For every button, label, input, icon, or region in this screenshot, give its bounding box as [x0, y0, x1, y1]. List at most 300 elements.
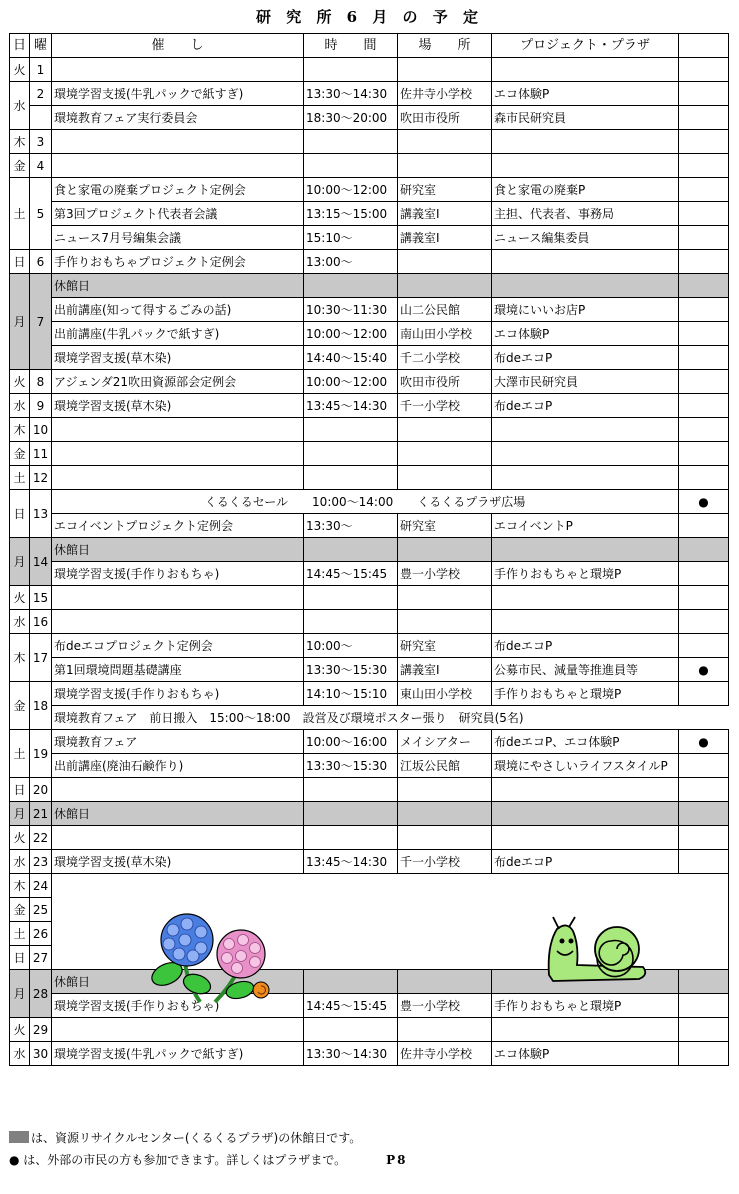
place-cell: 佐井寺小学校	[398, 82, 492, 106]
place-cell: 講義室Ⅰ	[398, 658, 492, 682]
project-cell	[492, 778, 679, 802]
event-cell: ニュース7月号編集会議	[52, 226, 304, 250]
date-cell: 20	[30, 778, 52, 802]
table-row	[10, 1042, 729, 1066]
date-cell: 3	[30, 130, 52, 154]
place-cell: メイシアター	[398, 730, 492, 754]
time-cell: 18:30～20:00	[304, 106, 398, 130]
event-cell: 環境学習支援(牛乳パックで紙すぎ)	[52, 1042, 304, 1066]
participation-dot: ●	[679, 730, 729, 754]
date-cell: 21	[30, 802, 52, 826]
weekday-cell: 水	[10, 82, 30, 130]
mark-cell	[679, 1018, 729, 1042]
event-cell: 手作りおもちゃプロジェクト定例会	[52, 250, 304, 274]
place-cell	[398, 466, 492, 490]
place-cell: 研究室	[398, 634, 492, 658]
date-cell: 6	[30, 250, 52, 274]
time-cell	[304, 154, 398, 178]
place-cell: 講義室Ⅰ	[398, 202, 492, 226]
event-cell: 環境学習支援(手作りおもちゃ)	[52, 562, 304, 586]
place-cell: 佐井寺小学校	[398, 1042, 492, 1066]
table-row	[10, 634, 729, 658]
date-cell: 23	[30, 850, 52, 874]
participation-dot: ●	[679, 658, 729, 682]
project-cell: 手作りおもちゃと環境P	[492, 682, 679, 706]
table-row	[10, 826, 729, 850]
page-number: P8	[386, 1153, 408, 1167]
time-cell	[304, 58, 398, 82]
event-cell: 第1回環境問題基礎講座	[52, 658, 304, 682]
table-row	[10, 850, 729, 874]
date-cell: 16	[30, 610, 52, 634]
mark-cell	[679, 298, 729, 322]
mark-cell	[679, 58, 729, 82]
event-cell	[52, 58, 304, 82]
event-cell	[52, 418, 304, 442]
legend-closed	[9, 1129, 361, 1146]
weekday-cell: 木	[10, 418, 30, 442]
date-cell: 2	[30, 82, 52, 106]
time-cell: 10:30～11:30	[304, 298, 398, 322]
place-cell: 吹田市役所	[398, 106, 492, 130]
time-cell: 14:45～15:45	[304, 994, 398, 1018]
event-cell	[52, 826, 304, 850]
table-row	[10, 178, 729, 202]
project-cell: 布deエコP、エコ体験P	[492, 730, 679, 754]
date-cell: 24	[30, 874, 52, 898]
time-cell: 10:00～12:00	[304, 322, 398, 346]
mark-cell	[679, 82, 729, 106]
date-cell: 11	[30, 442, 52, 466]
mark-cell	[679, 610, 729, 634]
weekday-cell: 金	[10, 898, 30, 922]
mark-cell	[679, 154, 729, 178]
legend-closed-text: は、資源リサイクルセンター(くるくるプラザ)の休館日です。	[31, 1131, 362, 1145]
weekday-cell: 月	[10, 274, 30, 370]
table-row	[10, 658, 729, 682]
project-cell: エコ体験P	[492, 1042, 679, 1066]
mark-cell	[679, 1042, 729, 1066]
place-cell: 千一小学校	[398, 394, 492, 418]
mark-cell	[679, 538, 729, 562]
mark-cell	[679, 682, 729, 706]
weekday-cell: 月	[10, 970, 30, 1018]
weekday-cell: 水	[10, 610, 30, 634]
event-cell: 環境学習支援(草木染)	[52, 850, 304, 874]
time-cell: 13:30～14:30	[304, 1042, 398, 1066]
date-cell: 29	[30, 1018, 52, 1042]
mark-cell	[679, 346, 729, 370]
time-cell	[304, 274, 398, 298]
project-cell: 森市民研究員	[492, 106, 679, 130]
table-row	[10, 58, 729, 82]
project-cell: 布deエコP	[492, 346, 679, 370]
weekday-cell: 日	[10, 778, 30, 802]
table-row	[10, 82, 729, 106]
weekday-cell: 水	[10, 850, 30, 874]
time-cell: 13:30～	[304, 514, 398, 538]
mark-cell	[679, 802, 729, 826]
mark-cell	[679, 274, 729, 298]
project-cell	[492, 466, 679, 490]
project-cell: ニュース編集委員	[492, 226, 679, 250]
project-cell: エコ体験P	[492, 82, 679, 106]
weekday-cell: 日	[10, 490, 30, 538]
weekday-cell: 火	[10, 58, 30, 82]
project-cell	[492, 418, 679, 442]
event-cell	[52, 1018, 304, 1042]
date-cell	[30, 106, 52, 130]
hydrangea-icon	[145, 912, 275, 1006]
weekday-cell: 水	[10, 394, 30, 418]
weekday-cell: 日	[10, 250, 30, 274]
event-cell	[52, 778, 304, 802]
date-cell: 1	[30, 58, 52, 82]
header-place: 場 所	[398, 34, 492, 58]
project-cell: 食と家電の廃棄P	[492, 178, 679, 202]
event-cell: 食と家電の廃棄プロジェクト定例会	[52, 178, 304, 202]
project-cell	[492, 442, 679, 466]
event-cell: エコイベントプロジェクト定例会	[52, 514, 304, 538]
table-row	[10, 466, 729, 490]
table-row	[10, 130, 729, 154]
participation-dot: ●	[679, 490, 729, 514]
project-cell: 大澤市民研究員	[492, 370, 679, 394]
weekday-cell: 金	[10, 154, 30, 178]
mark-cell	[679, 442, 729, 466]
time-cell: 13:45～14:30	[304, 394, 398, 418]
table-row	[10, 706, 729, 730]
header-event: 催 し	[52, 34, 304, 58]
header-mark	[679, 34, 729, 58]
table-row	[10, 514, 729, 538]
table-row	[10, 586, 729, 610]
table-row	[10, 226, 729, 250]
legend-public-text: は、外部の市民の方も参加できます。詳しくはプラザまで。	[19, 1153, 347, 1167]
date-cell: 8	[30, 370, 52, 394]
time-cell: 10:00～12:00	[304, 370, 398, 394]
event-cell: 布deエコプロジェクト定例会	[52, 634, 304, 658]
project-cell	[492, 58, 679, 82]
place-cell: 東山田小学校	[398, 682, 492, 706]
table-row	[10, 394, 729, 418]
project-cell	[492, 130, 679, 154]
mark-cell	[679, 778, 729, 802]
time-cell	[304, 538, 398, 562]
event-cell: 環境教育フェア 前日搬入 15:00～18:00 設営及び環境ポスター張り 研究員(5名)	[52, 706, 729, 730]
snail-icon	[543, 915, 651, 985]
project-cell	[492, 610, 679, 634]
time-cell	[304, 610, 398, 634]
table-row	[10, 802, 729, 826]
place-cell: 千一小学校	[398, 850, 492, 874]
place-cell: 研究室	[398, 514, 492, 538]
table-row	[10, 346, 729, 370]
place-cell	[398, 154, 492, 178]
time-cell	[304, 778, 398, 802]
place-cell: 講義室Ⅰ	[398, 226, 492, 250]
date-cell: 10	[30, 418, 52, 442]
project-cell	[492, 802, 679, 826]
date-cell: 27	[30, 946, 52, 970]
gray-swatch	[9, 1131, 29, 1143]
time-cell	[304, 130, 398, 154]
mark-cell	[679, 202, 729, 226]
table-row	[10, 562, 729, 586]
mark-cell	[679, 394, 729, 418]
weekday-cell: 金	[10, 442, 30, 466]
time-cell: 13:30～14:30	[304, 82, 398, 106]
date-cell: 30	[30, 1042, 52, 1066]
dot-mark: ●	[9, 1153, 20, 1167]
place-cell	[398, 442, 492, 466]
date-cell: 15	[30, 586, 52, 610]
project-cell: 公募市民、減量等推進員等	[492, 658, 679, 682]
mark-cell	[679, 562, 729, 586]
mark-cell	[679, 226, 729, 250]
table-row	[10, 610, 729, 634]
time-cell	[304, 1018, 398, 1042]
mark-cell	[679, 322, 729, 346]
place-cell	[398, 418, 492, 442]
mark-cell	[679, 106, 729, 130]
time-cell	[304, 418, 398, 442]
mark-cell	[679, 634, 729, 658]
event-cell: 環境学習支援(手作りおもちゃ)	[52, 994, 304, 1018]
weekday-cell: 金	[10, 682, 30, 730]
table-row	[10, 154, 729, 178]
header-day: 日	[10, 34, 30, 58]
project-cell	[492, 826, 679, 850]
date-cell: 25	[30, 898, 52, 922]
place-cell	[398, 250, 492, 274]
event-cell: くるくるセール 10:00～14:00 くるくるプラザ広場	[52, 490, 679, 514]
legend-public	[9, 1151, 407, 1168]
weekday-cell: 木	[10, 130, 30, 154]
time-cell	[304, 586, 398, 610]
place-cell: 豊一小学校	[398, 994, 492, 1018]
event-cell	[52, 154, 304, 178]
project-cell: 主担、代表者、事務局	[492, 202, 679, 226]
place-cell: 豊一小学校	[398, 562, 492, 586]
table-row	[10, 202, 729, 226]
mark-cell	[679, 130, 729, 154]
date-cell: 9	[30, 394, 52, 418]
project-cell: エコ体験P	[492, 322, 679, 346]
place-cell	[398, 826, 492, 850]
table-row	[10, 298, 729, 322]
event-cell: 環境学習支援(草木染)	[52, 346, 304, 370]
event-cell: 休館日	[52, 274, 304, 298]
place-cell	[398, 274, 492, 298]
event-cell: 第3回プロジェクト代表者会議	[52, 202, 304, 226]
time-cell	[304, 442, 398, 466]
table-row	[10, 538, 729, 562]
event-cell: 休館日	[52, 970, 304, 994]
weekday-cell: 木	[10, 874, 30, 898]
date-cell: 17	[30, 634, 52, 682]
mark-cell	[679, 586, 729, 610]
weekday-cell: 火	[10, 826, 30, 850]
table-row	[10, 250, 729, 274]
place-cell: 南山田小学校	[398, 322, 492, 346]
time-cell: 10:00～16:00	[304, 730, 398, 754]
table-row	[10, 370, 729, 394]
place-cell	[398, 970, 492, 994]
mark-cell	[679, 418, 729, 442]
project-cell: エコイベントP	[492, 514, 679, 538]
place-cell: 山二公民館	[398, 298, 492, 322]
mark-cell	[679, 994, 729, 1018]
mark-cell	[679, 178, 729, 202]
time-cell: 15:10～	[304, 226, 398, 250]
weekday-cell: 木	[10, 634, 30, 682]
place-cell	[398, 778, 492, 802]
event-cell: 環境学習支援(手作りおもちゃ)	[52, 682, 304, 706]
project-cell: 布deエコP	[492, 634, 679, 658]
mark-cell	[679, 370, 729, 394]
weekday-cell: 火	[10, 1018, 30, 1042]
project-cell: 布deエコP	[492, 850, 679, 874]
project-cell	[492, 154, 679, 178]
table-row	[10, 754, 729, 778]
place-cell: 研究室	[398, 178, 492, 202]
table-row	[10, 106, 729, 130]
event-cell: 出前講座(知って得するごみの話)	[52, 298, 304, 322]
header-project: プロジェクト・プラザ	[492, 34, 679, 58]
weekday-cell: 土	[10, 178, 30, 250]
place-cell	[398, 130, 492, 154]
table-row	[10, 730, 729, 754]
mark-cell	[679, 466, 729, 490]
time-cell	[304, 970, 398, 994]
table-row	[10, 1018, 729, 1042]
project-cell	[492, 1018, 679, 1042]
date-cell: 7	[30, 274, 52, 370]
table-row	[10, 442, 729, 466]
time-cell: 13:30～15:30	[304, 658, 398, 682]
date-cell: 19	[30, 730, 52, 778]
table-row	[10, 490, 729, 514]
weekday-cell: 火	[10, 586, 30, 610]
table-row	[10, 874, 729, 898]
time-cell: 13:45～14:30	[304, 850, 398, 874]
date-cell: 28	[30, 970, 52, 1018]
page-title: 研 究 所 6 月 の 予 定	[256, 8, 483, 26]
project-cell	[492, 586, 679, 610]
time-cell	[304, 826, 398, 850]
date-cell: 14	[30, 538, 52, 586]
project-cell: 手作りおもちゃと環境P	[492, 562, 679, 586]
event-cell: 休館日	[52, 538, 304, 562]
event-cell: アジェンダ21吹田資源部会定例会	[52, 370, 304, 394]
weekday-cell: 月	[10, 802, 30, 826]
event-cell	[52, 586, 304, 610]
event-cell: 環境学習支援(牛乳パックで紙すぎ)	[52, 82, 304, 106]
weekday-cell: 水	[10, 1042, 30, 1066]
time-cell: 14:45～15:45	[304, 562, 398, 586]
date-cell: 4	[30, 154, 52, 178]
event-cell	[52, 130, 304, 154]
place-cell	[398, 1018, 492, 1042]
date-cell: 12	[30, 466, 52, 490]
mark-cell	[679, 754, 729, 778]
event-cell: 環境教育フェア	[52, 730, 304, 754]
time-cell: 13:00～	[304, 250, 398, 274]
event-cell: 環境教育フェア実行委員会	[52, 106, 304, 130]
event-cell	[52, 442, 304, 466]
mark-cell	[679, 826, 729, 850]
table-row	[10, 994, 729, 1018]
mark-cell	[679, 514, 729, 538]
project-cell	[492, 250, 679, 274]
time-cell: 14:10～15:10	[304, 682, 398, 706]
time-cell: 10:00～12:00	[304, 178, 398, 202]
time-cell: 14:40～15:40	[304, 346, 398, 370]
place-cell	[398, 586, 492, 610]
weekday-cell: 土	[10, 730, 30, 778]
project-cell	[492, 274, 679, 298]
header-weekday: 曜	[30, 34, 52, 58]
time-cell: 13:15～15:00	[304, 202, 398, 226]
event-cell	[52, 610, 304, 634]
project-cell	[492, 538, 679, 562]
time-cell: 13:30～15:30	[304, 754, 398, 778]
place-cell	[398, 538, 492, 562]
event-cell	[52, 466, 304, 490]
event-cell: 出前講座(牛乳パックで紙すぎ)	[52, 322, 304, 346]
weekday-cell: 日	[10, 946, 30, 970]
project-cell: 環境にやさしいライフスタイルP	[492, 754, 679, 778]
time-cell	[304, 802, 398, 826]
event-cell: 環境学習支援(草木染)	[52, 394, 304, 418]
mark-cell	[679, 970, 729, 994]
date-cell: 26	[30, 922, 52, 946]
date-cell: 13	[30, 490, 52, 538]
place-cell: 千二小学校	[398, 346, 492, 370]
event-cell: 休館日	[52, 802, 304, 826]
place-cell: 江坂公民館	[398, 754, 492, 778]
project-cell: 布deエコP	[492, 394, 679, 418]
time-cell: 10:00～	[304, 634, 398, 658]
table-row	[10, 682, 729, 706]
table-row	[10, 322, 729, 346]
date-cell: 18	[30, 682, 52, 730]
place-cell	[398, 802, 492, 826]
header-time: 時 間	[304, 34, 398, 58]
table-row	[10, 274, 729, 298]
time-cell	[304, 466, 398, 490]
weekday-cell: 月	[10, 538, 30, 586]
date-cell: 22	[30, 826, 52, 850]
place-cell	[398, 610, 492, 634]
weekday-cell: 火	[10, 370, 30, 394]
table-row	[10, 778, 729, 802]
mark-cell	[679, 850, 729, 874]
mark-cell	[679, 250, 729, 274]
project-cell: 手作りおもちゃと環境P	[492, 994, 679, 1018]
place-cell: 吹田市役所	[398, 370, 492, 394]
header-row	[10, 34, 729, 58]
event-cell: 出前講座(廃油石鹸作り)	[52, 754, 304, 778]
project-cell: 環境にいいお店P	[492, 298, 679, 322]
date-cell: 5	[30, 178, 52, 250]
table-row	[10, 418, 729, 442]
weekday-cell: 土	[10, 922, 30, 946]
weekday-cell: 土	[10, 466, 30, 490]
schedule-table	[9, 33, 729, 1066]
place-cell	[398, 58, 492, 82]
